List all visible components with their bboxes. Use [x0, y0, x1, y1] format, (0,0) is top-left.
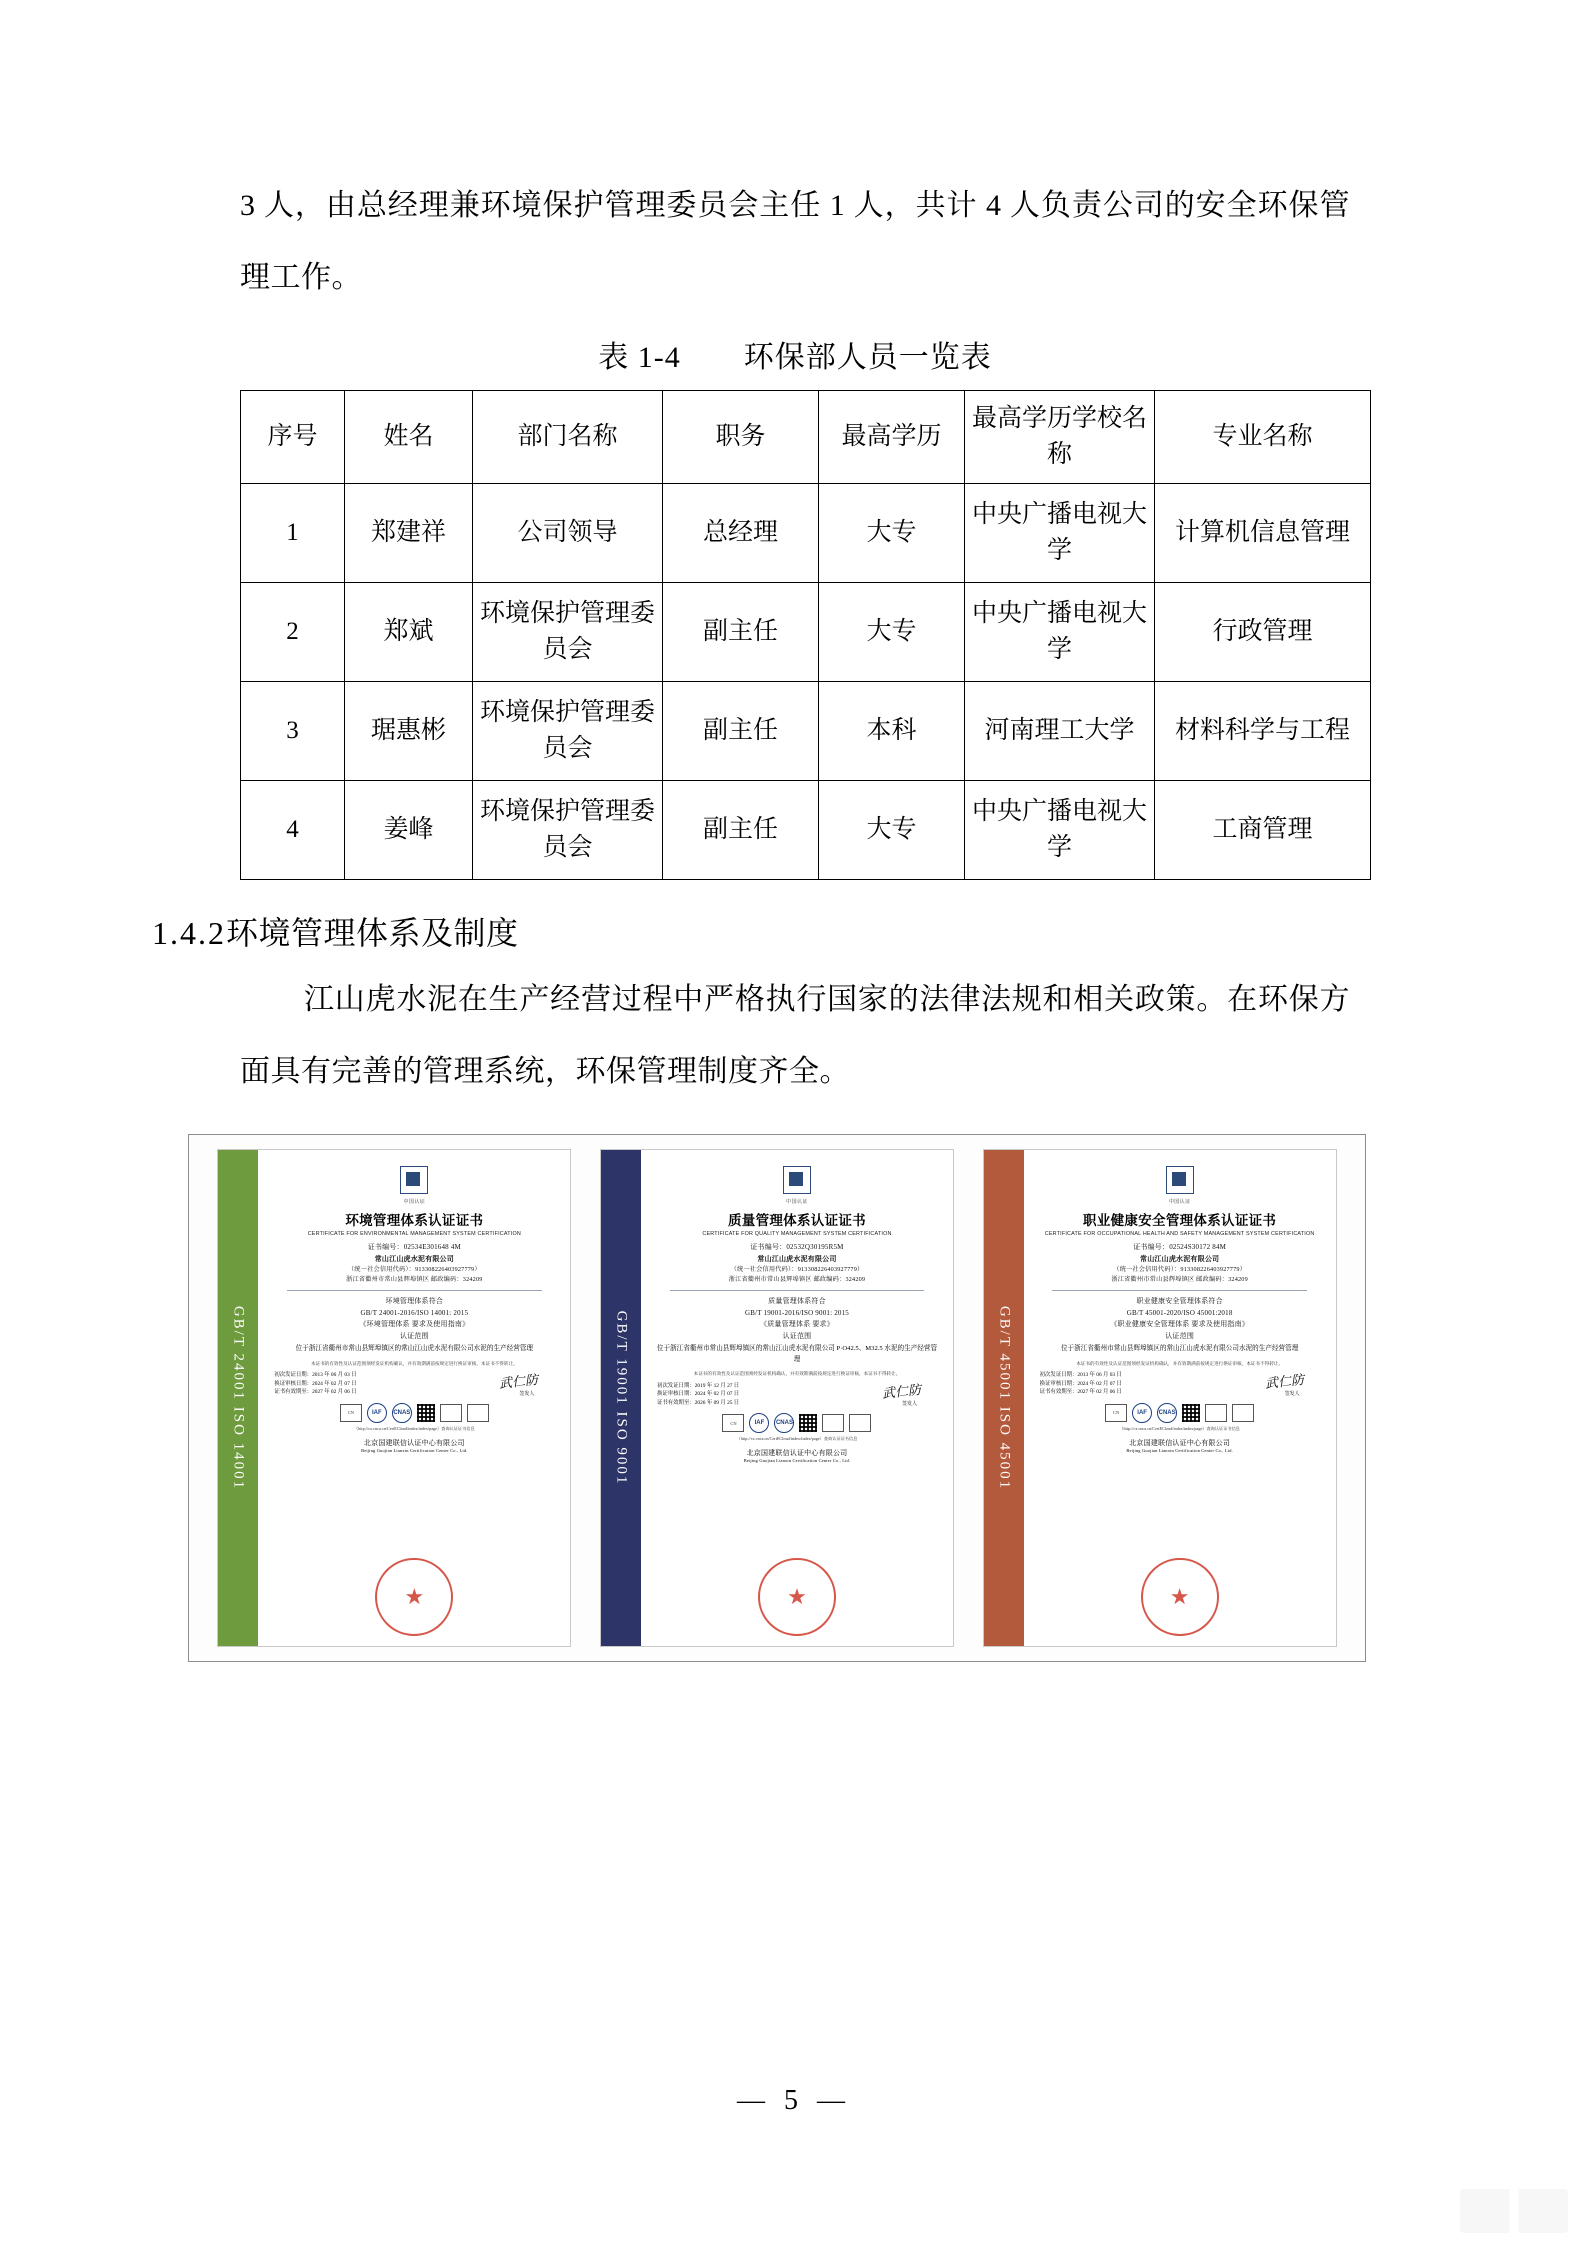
certificate-address: 浙江省衢州市常山县辉埠镇区 邮政编码：324209 — [1111, 1276, 1248, 1283]
certificate-standard: GB/T 19001-2016/ISO 9001: 2015 — [744, 1308, 850, 1317]
certificate-date-renewal: 换证审核日期：2024 年 02 月 07 日 — [1039, 1380, 1122, 1387]
certificate-title: 环境管理体系认证证书 — [345, 1213, 484, 1228]
table-header-cell: 最高学历学校名称 — [965, 391, 1155, 484]
certificate-logo-caption: 中国认证 — [1168, 1200, 1191, 1205]
certificate-organization — [649, 1448, 945, 1463]
certificate-subtitle: CERTIFICATE FOR ENVIRONMENTAL MANAGEMENT SYSTEM CERTIFICATION — [307, 1231, 521, 1237]
table-cell: 工商管理 — [1155, 781, 1371, 880]
certificate-number: 证书编号：02534E301648 4M — [367, 1243, 461, 1251]
certificate-standard: GB/T 24001-2016/ISO 14001: 2015 — [360, 1308, 469, 1317]
qr-code-icon — [417, 1404, 435, 1422]
certificate-number: 证书编号：02532Q30195R5M — [750, 1243, 844, 1251]
certificate-logo-caption: 中国认证 — [403, 1200, 426, 1205]
table-header-cell: 专业名称 — [1155, 391, 1371, 484]
certificate-dates-row — [657, 1381, 937, 1407]
certification-logo-icon — [1166, 1166, 1194, 1194]
table-cell: 中央广播电视大学 — [965, 484, 1155, 583]
qr-code-icon — [799, 1414, 817, 1432]
table-header-cell: 姓名 — [345, 391, 473, 484]
table-header-cell: 职务 — [663, 391, 819, 484]
certificate-body — [258, 1150, 570, 1646]
table-row — [241, 682, 1371, 781]
red-seal-stamp-icon — [375, 1558, 453, 1636]
extra-box-icon — [1232, 1404, 1254, 1422]
certificate-org-name: 北京国建联信认证中心有限公司 — [746, 1449, 848, 1457]
certificate-scope-label: 认证范围 — [1165, 1331, 1195, 1340]
table-header-cell: 序号 — [241, 391, 345, 484]
certificate-spine-text: GB/T 19001 ISO 9001 — [613, 1310, 630, 1486]
table-cell: 姜峰 — [345, 781, 473, 880]
table-cell: 2 — [241, 583, 345, 682]
certificate-scope-label: 认证范围 — [782, 1331, 812, 1340]
certificate-organization — [1032, 1438, 1328, 1453]
red-seal-stamp-icon — [758, 1558, 836, 1636]
watermark-logo — [1460, 2189, 1568, 2233]
table-cell: 总经理 — [663, 484, 819, 583]
iaf-icon: IAF — [749, 1413, 769, 1433]
certification-logo-icon — [783, 1166, 811, 1194]
certificate-spine — [218, 1150, 258, 1646]
table-cell: 大专 — [819, 781, 965, 880]
page-number: — 5 — — [737, 2085, 851, 2116]
certificate-address: 浙江省衢州市常山县辉埠镇区 邮政编码：324209 — [346, 1276, 483, 1283]
iaf-icon: IAF — [367, 1403, 387, 1423]
certificate-scope-text: 位于浙江省衢州市常山县辉埠镇区的常山江山虎水泥有限公司水泥的生产经营管理 — [295, 1345, 534, 1352]
certificate-org-name-en: Beijing Guojian Lianxin Certification Center Co., Ltd. — [1126, 1447, 1233, 1453]
certificate-company: 常山江山虎水泥有限公司 — [757, 1254, 837, 1263]
certificate-credit-code: （统一社会信用代码）：913308226403927779） — [347, 1266, 481, 1273]
cnas-icon: CNAS — [774, 1413, 794, 1433]
certificate-signature: 武仁防 签发人 — [1265, 1371, 1320, 1397]
page-content — [152, 170, 1350, 1662]
certificate-body — [641, 1150, 953, 1646]
certificate-spine — [984, 1150, 1024, 1646]
certificate-signature-label: 签发人 — [901, 1402, 917, 1407]
cnas-icon: CNAS — [1157, 1403, 1177, 1423]
table-cell: 3 — [241, 682, 345, 781]
table-cell: 副主任 — [663, 682, 819, 781]
certificate-spine — [601, 1150, 641, 1646]
certificate-date-expiry: 证书有效期至：2027 年 02 月 06 日 — [1039, 1389, 1122, 1395]
certificate-dates — [1040, 1371, 1122, 1397]
table-header-row — [241, 391, 1371, 484]
table-row — [241, 583, 1371, 682]
certificate-fineprint: 本证书的有效性及认证范围须经发证机构确认，并有效期满前按规定进行换证审核，本证书不得转让。 — [1076, 1360, 1283, 1366]
certificate-signature-label: 签发人 — [519, 1391, 535, 1397]
iaf-icon: IAF — [1132, 1403, 1152, 1423]
cnas-box-icon: CN — [340, 1404, 362, 1422]
qr-code-icon — [1182, 1404, 1200, 1422]
table-cell: 公司领导 — [473, 484, 663, 583]
table-cell: 大专 — [819, 484, 965, 583]
certificate-address: 浙江省衢州市常山县辉埠镇区 邮政编码：324209 — [728, 1276, 866, 1283]
certificate-signature-label: 签发人 — [1284, 1391, 1300, 1397]
certificate-credit-code: （统一社会信用代码）：913308226403927779） — [730, 1266, 864, 1273]
certificate-org-name-en: Beijing Guojian Lianxin Certification Center Co., Ltd. — [361, 1447, 468, 1453]
certificate-number: 证书编号：02524S30172 84M — [1133, 1243, 1227, 1251]
certificate-date-expiry: 证书有效期至：2026 年 09 月 25 日 — [656, 1399, 740, 1406]
certificate-dates — [274, 1371, 356, 1397]
section-heading — [152, 908, 1350, 954]
certificate-title: 质量管理体系认证证书 — [727, 1213, 866, 1228]
paragraph-intro: 3 人，由总经理兼环境保护管理委员会主任 1 人，共计 4 人负责公司的安全环保管理工作。 — [240, 189, 1350, 294]
table-caption — [240, 332, 1350, 376]
table-cell: 郑建祥 — [345, 484, 473, 583]
table-cell: 中央广播电视大学 — [965, 781, 1155, 880]
table-cell: 大专 — [819, 583, 965, 682]
certificate-fineprint: 本证书的有效性及认证范围须经发证机构确认，并有效期满前按规定进行换证审核，本证书不得转让。 — [693, 1371, 901, 1376]
section-number: 1.4.2 — [152, 915, 226, 951]
certificate-date-expiry: 证书有效期至：2027 年 02 月 06 日 — [274, 1389, 357, 1395]
certificate-dates-row — [274, 1371, 554, 1397]
table-cell: 4 — [241, 781, 345, 880]
certificate-marks — [1032, 1403, 1328, 1423]
certificate-scope-text: 位于浙江省衢州市常山县辉埠镇区的常山江山虎水泥有限公司水泥的生产经营管理 — [1060, 1345, 1299, 1352]
table-cell: 河南理工大学 — [965, 682, 1155, 781]
certificate-scope-title: 职业健康安全管理体系符合 — [1136, 1297, 1223, 1305]
certification-logo-icon — [400, 1166, 428, 1194]
table-header-cell: 最高学历 — [819, 391, 965, 484]
certificate-environmental — [217, 1149, 571, 1647]
seal-box-icon — [440, 1404, 462, 1422]
table-cell: 计算机信息管理 — [1155, 484, 1371, 583]
table-caption-title: 环保部人员一览表 — [743, 341, 992, 374]
certificate-org-name: 北京国建联信认证中心有限公司 — [1129, 1438, 1231, 1447]
certificate-scope-title: 环境管理体系符合 — [385, 1297, 444, 1305]
certificate-signature: 武仁防 签发人 — [882, 1381, 937, 1407]
certificate-date-first: 初次发证日期：2013 年 06 月 03 日 — [274, 1372, 357, 1378]
certificate-subtitle: CERTIFICATE FOR OCCUPATIONAL HEALTH AND SAFETY MANAGEMENT SYSTEM CERTIFICATION — [1044, 1231, 1315, 1237]
certificate-company: 常山江山虎水泥有限公司 — [374, 1254, 454, 1263]
seal-box-icon — [1205, 1404, 1227, 1422]
table-cell: 环境保护管理委员会 — [473, 583, 663, 682]
certificate-logo-caption: 中国认证 — [786, 1200, 808, 1205]
certificate-spine-text: GB/T 24001 ISO 14001 — [230, 1305, 247, 1491]
certificate-date-renewal: 换证审核日期：2024 年 02 月 07 日 — [274, 1380, 357, 1387]
table-cell: 环境保护管理委员会 — [473, 781, 663, 880]
certificate-org-name: 北京国建联信认证中心有限公司 — [363, 1438, 465, 1447]
extra-box-icon — [467, 1404, 489, 1422]
certificate-occupational-health-safety — [983, 1149, 1337, 1647]
table-cell: 行政管理 — [1155, 583, 1371, 682]
section-title: 环境管理体系及制度 — [226, 915, 519, 951]
certificate-scope-title: 质量管理体系符合 — [768, 1297, 826, 1305]
certificate-scope-label: 认证范围 — [399, 1331, 429, 1340]
certificate-standard-note: 《职业健康安全管理体系 要求及使用指南》 — [1110, 1320, 1250, 1328]
cnas-box-icon: CN — [722, 1414, 744, 1432]
table-cell: 1 — [241, 484, 345, 583]
certificate-date-renewal: 换证审核日期：2024 年 02 月 07 日 — [656, 1391, 740, 1397]
seal-box-icon — [822, 1414, 844, 1432]
table-cell: 副主任 — [663, 583, 819, 682]
certificate-standard-note: 《环境管理体系 要求及使用指南》 — [359, 1320, 470, 1328]
red-seal-stamp-icon — [1141, 1558, 1219, 1636]
certificate-signature: 武仁防 签发人 — [499, 1371, 554, 1397]
certificate-subtitle: CERTIFICATE FOR QUALITY MANAGEMENT SYSTEM CERTIFICATION — [702, 1231, 892, 1237]
certificate-scope-text: 位于浙江省衢州市常山县辉埠镇区的常山江山虎水泥有限公司 P·O42.5、M32.5 水泥的生产经营管理 — [656, 1345, 938, 1363]
certificate-url: （http://cx.cnca.cn/CertECloud/index/index/page）查询认证证书信息 — [1119, 1425, 1240, 1431]
table-cell: 琚惠彬 — [345, 682, 473, 781]
cnas-icon: CNAS — [392, 1403, 412, 1423]
certificate-spine-text: GB/T 45001 ISO 45001 — [996, 1305, 1013, 1491]
certificate-company: 常山江山虎水泥有限公司 — [1140, 1254, 1220, 1263]
certificate-dates — [657, 1382, 739, 1408]
certificate-date-first: 初次发证日期：2013 年 06 月 03 日 — [1039, 1372, 1122, 1378]
certificate-date-first: 初次发证日期：2019 年 12 月 27 日 — [656, 1382, 740, 1389]
extra-box-icon — [849, 1414, 871, 1432]
table-caption-label: 表 1-4 — [598, 341, 681, 374]
certificate-org-name-en: Beijing Guojian Lianxin Certification Center Co., Ltd. — [743, 1458, 851, 1463]
certificates-figure — [188, 1134, 1366, 1662]
certificate-dates-row — [1040, 1371, 1320, 1397]
certificate-fineprint: 本证书的有效性及认证范围须经发证机构确认，并有效期满前按规定进行换证审核，本证书不得转让。 — [310, 1360, 518, 1366]
table-cell: 环境保护管理委员会 — [473, 682, 663, 781]
table-cell: 本科 — [819, 682, 965, 781]
table-cell: 郑斌 — [345, 583, 473, 682]
certificate-credit-code: （统一社会信用代码）：913308226403927779） — [1113, 1266, 1247, 1273]
certificate-marks — [266, 1403, 562, 1423]
table-cell: 中央广播电视大学 — [965, 583, 1155, 682]
table-row — [241, 781, 1371, 880]
staff-table — [240, 390, 1371, 880]
certificate-body — [1024, 1150, 1336, 1646]
certificate-standard-note: 《质量管理体系 要求》 — [760, 1320, 834, 1328]
certificate-url: （http://cx.cnca.cn/CertECloud/index/index/page）查询认证证书信息 — [736, 1436, 858, 1441]
certificate-url: （http://cx.cnca.cn/CertECloud/index/index/page）查询认证证书信息 — [353, 1425, 475, 1431]
certificate-title: 职业健康安全管理体系认证证书 — [1083, 1213, 1277, 1228]
certificate-marks — [649, 1413, 945, 1433]
table-header-cell: 部门名称 — [473, 391, 663, 484]
certificate-organization — [266, 1438, 562, 1453]
cnas-box-icon: CN — [1105, 1404, 1127, 1422]
table-cell: 材料科学与工程 — [1155, 682, 1371, 781]
table-cell: 副主任 — [663, 781, 819, 880]
certificate-standard: GB/T 45001-2020/ISO 45001:2018 — [1126, 1308, 1233, 1317]
paragraph-policy: 江山虎水泥在生产经营过程中严格执行国家的法律法规和相关政策。在环保方面具有完善的管理系统，环保管理制度齐全。 — [240, 983, 1350, 1088]
table-row — [241, 484, 1371, 583]
certificate-quality — [600, 1149, 954, 1647]
